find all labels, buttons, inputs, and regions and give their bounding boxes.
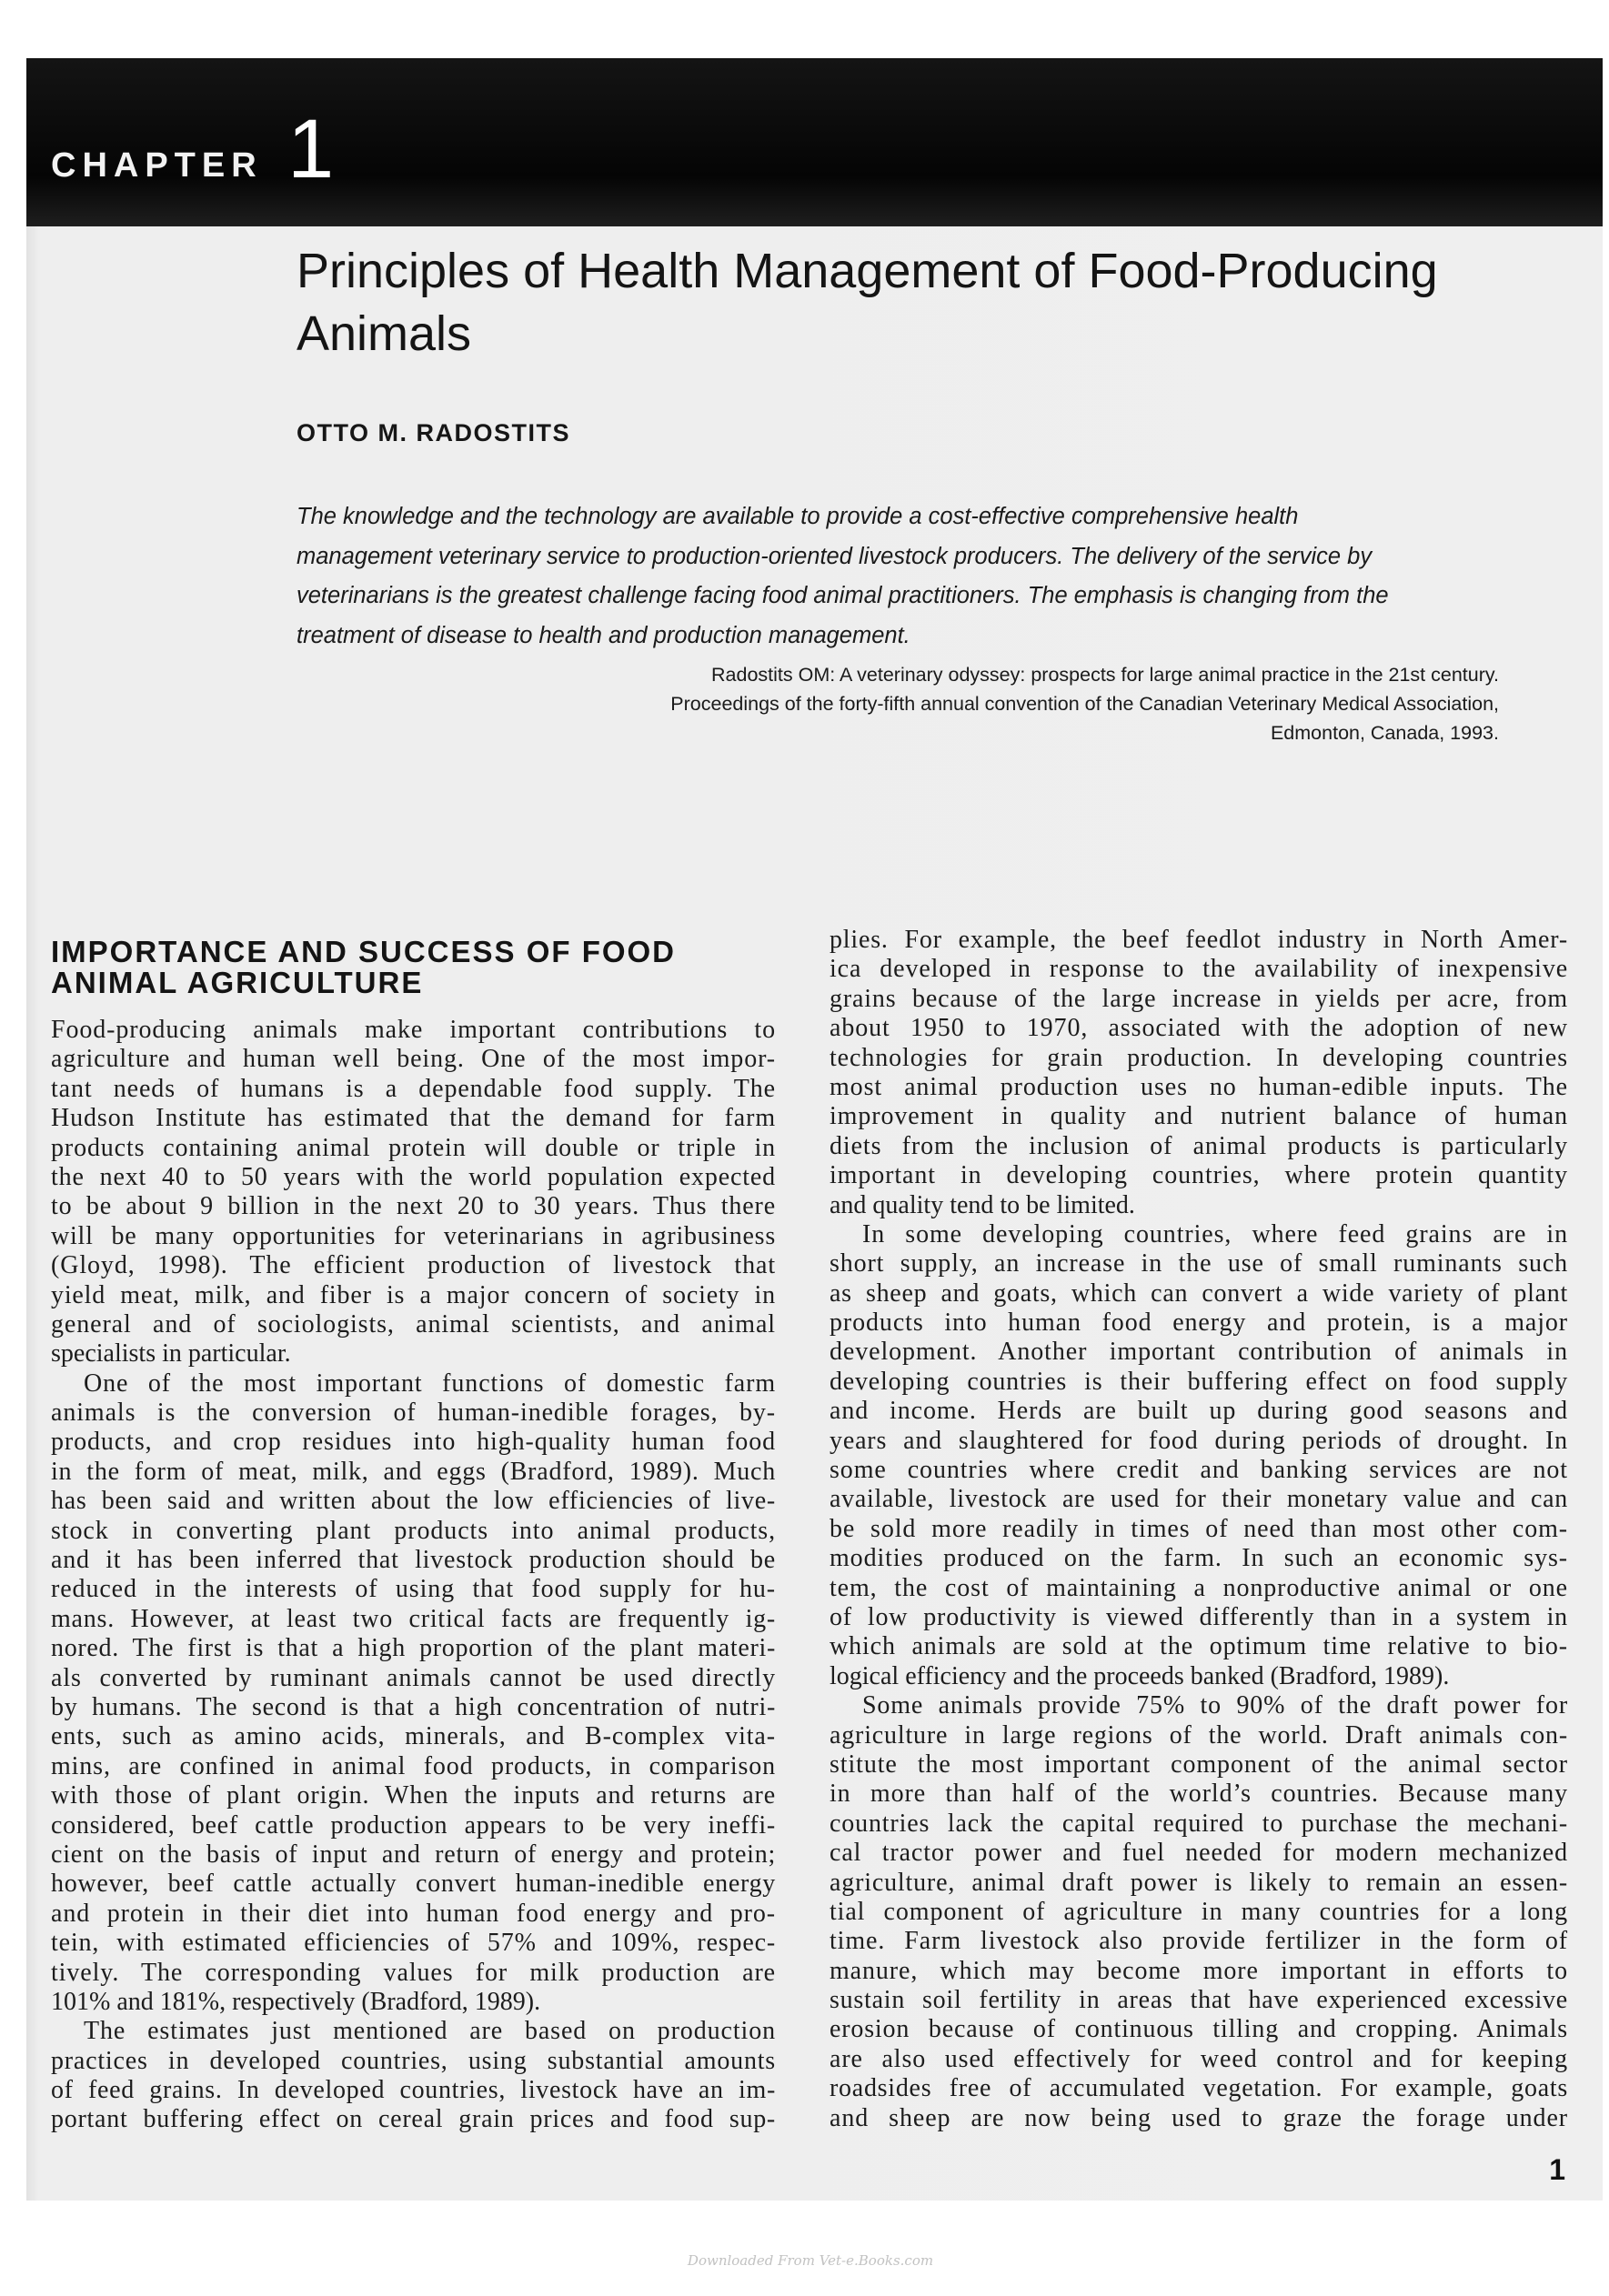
body-text-line: roadsides free of accumulated vegetation. For example, goats	[830, 2074, 1568, 2103]
body-text-line: and income. Herds are built up during good seasons and	[830, 1397, 1568, 1426]
section-heading-line: IMPORTANCE AND SUCCESS OF FOOD	[51, 935, 677, 968]
body-text-line: be sold more readily in times of need than most other com-	[830, 1514, 1568, 1543]
body-text-line: will be many opportunities for veterinarians in agribusiness	[51, 1221, 776, 1250]
body-text-line: practices in developed countries, using substantial amounts	[51, 2046, 776, 2075]
chapter-title-line: Principles of Health Management of Food-Producing	[297, 244, 1438, 298]
section-heading-line: ANIMAL AGRICULTURE	[51, 966, 424, 999]
page-number: 1	[1549, 2153, 1565, 2186]
body-text-line: tein, with estimated efficiencies of 57% and 109%, respec-	[51, 1929, 776, 1958]
body-text-line: modities produced on the farm. In such an economic sys-	[830, 1544, 1568, 1573]
author-name: OTTO M. RADOSTITS	[297, 419, 570, 446]
body-text-line: are also used effectively for weed control and for keeping	[830, 2044, 1568, 2073]
body-text-line: development. Another important contribution of animals in	[830, 1338, 1568, 1367]
body-text-line: to be about 9 billion in the next 20 to 30 years. Thus there	[51, 1192, 776, 1221]
body-text-line: in more than half of the world’s countries. Because many	[830, 1780, 1568, 1809]
body-text-line: which animals are sold at the optimum time relative to bio-	[830, 1632, 1568, 1661]
body-text-line: with those of plant origin. When the inputs and returns are	[51, 1781, 776, 1810]
body-text-line: important in developing countries, where protein quantity	[830, 1161, 1568, 1190]
body-text-line: agriculture and human well being. One of the most impor-	[51, 1045, 776, 1074]
epigraph-line: treatment of disease to health and production management.	[297, 622, 910, 648]
body-text-line: some countries where credit and banking services are not	[830, 1456, 1568, 1485]
body-text-line: and it has been inferred that livestock production should be	[51, 1546, 776, 1575]
body-text-line: yield meat, milk, and fiber is a major concern of society in	[51, 1280, 776, 1309]
body-text-line: Hudson Institute has estimated that the demand for farm	[51, 1104, 776, 1133]
body-text-line: tively. The corresponding values for milk production are	[51, 1958, 776, 1987]
body-text-line: nored. The first is that a high proportion of the plant materi-	[51, 1634, 776, 1663]
footer-watermark: Downloaded From Vet-e.Books.com	[687, 2252, 934, 2269]
body-text-line: most animal production uses no human-edible inputs. The	[830, 1072, 1568, 1101]
body-text-line: In some developing countries, where feed grains are in	[862, 1219, 1568, 1248]
body-text-line: sustain soil fertility in areas that have experienced excessive	[830, 1986, 1568, 2015]
body-text-line: products containing animal protein will double or triple in	[51, 1133, 776, 1162]
body-text-line: and sheep are now being used to graze the forage under	[830, 2103, 1568, 2132]
chapter-header-bar	[26, 58, 1603, 226]
body-text-line: grains because of the large increase in yields per acre, from	[830, 984, 1568, 1013]
body-text-line: however, beef cattle actually convert human-inedible energy	[51, 1870, 776, 1899]
body-text-line: portant buffering effect on cereal grain prices and food sup-	[51, 2105, 776, 2134]
body-text-line: about 1950 to 1970, associated with the adoption of new	[830, 1014, 1568, 1043]
body-text-line: ica developed in response to the availability of inexpensive	[830, 955, 1568, 984]
body-text-line: tant needs of humans is a dependable food supply. The	[51, 1074, 776, 1103]
body-text-line: erosion because of continuous tilling and cropping. Animals	[830, 2015, 1568, 2044]
epigraph-line: veterinarians is the greatest challenge facing food animal practitioners. The emphasis is changing from the	[297, 583, 1389, 608]
body-text-line: improvement in quality and nutrient balance of human	[830, 1102, 1568, 1131]
chapter-label: CHAPTER	[51, 146, 263, 185]
epigraph-quote	[297, 497, 1389, 656]
chapter-title-line: Animals	[297, 306, 472, 361]
citation-line: Radostits OM: A veterinary odyssey: prospects for large animal practice in the 21st century.	[711, 664, 1499, 686]
body-text-line: of low productivity is viewed differently than in a system in	[830, 1602, 1568, 1631]
body-text-line: Food-producing animals make important contributions to	[51, 1016, 776, 1044]
body-text-line: cal tractor power and fuel needed for modern mechanized	[830, 1839, 1568, 1868]
section-heading	[51, 937, 676, 998]
citation-line: Edmonton, Canada, 1993.	[1270, 722, 1499, 744]
right-column	[830, 926, 1568, 2133]
body-text-line: One of the most important functions of domestic farm	[84, 1369, 776, 1398]
epigraph-line: management veterinary service to production-oriented livestock producers. The delivery of the service by	[297, 543, 1373, 569]
chapter-number: 1	[287, 103, 335, 196]
body-text-line: (Gloyd, 1998). The efficient production of livestock that	[51, 1251, 776, 1280]
body-text-line: products into human food energy and protein, is a major	[830, 1308, 1568, 1338]
body-text-line: 101% and 181%, respectively (Bradford, 1989).	[51, 1987, 541, 2016]
body-text-line: cient on the basis of input and return of energy and protein;	[51, 1840, 776, 1869]
body-text-line: stock in converting plant products into animal products,	[51, 1516, 776, 1545]
citation-line: Proceedings of the forty-fifth annual convention of the Canadian Veterinary Medical Association,	[670, 693, 1499, 715]
body-text-line: as sheep and goats, which can convert a wide variety of plant	[830, 1278, 1568, 1308]
body-text-line: and quality tend to be limited.	[830, 1190, 1135, 1219]
left-column	[51, 1016, 776, 2135]
body-text-line: products, and crop residues into high-quality human food	[51, 1428, 776, 1457]
body-text-line: technologies for grain production. In developing countries	[830, 1043, 1568, 1072]
body-text-line: years and slaughtered for food during periods of drought. In	[830, 1426, 1568, 1455]
body-text-line: als converted by ruminant animals cannot be used directly	[51, 1663, 776, 1692]
body-text-line: developing countries is their buffering effect on food supply	[830, 1367, 1568, 1396]
body-text-line: considered, beef cattle production appears to be very ineffi-	[51, 1810, 776, 1840]
body-text-line: the next 40 to 50 years with the world population expected	[51, 1162, 776, 1191]
body-text-line: by humans. The second is that a high concentration of nutri-	[51, 1692, 776, 1721]
body-text-line: tem, the cost of maintaining a nonproductive animal or one	[830, 1573, 1568, 1602]
body-text-line: and protein in their diet into human food energy and pro-	[51, 1899, 776, 1928]
body-text-line: countries lack the capital required to purchase the mechani-	[830, 1809, 1568, 1838]
body-text-line: in the form of meat, milk, and eggs (Bradford, 1989). Much	[51, 1457, 776, 1486]
body-text-line: reduced in the interests of using that food supply for hu-	[51, 1575, 776, 1604]
body-text-line: diets from the inclusion of animal products is particularly	[830, 1131, 1568, 1160]
body-text-line: ents, such as amino acids, minerals, and B-complex vita-	[51, 1722, 776, 1751]
body-text-line: general and of sociologists, animal scientists, and animal	[51, 1309, 776, 1338]
body-text-line: of feed grains. In developed countries, livestock have an im-	[51, 2076, 776, 2105]
chapter-title	[297, 240, 1438, 366]
body-text-line: The estimates just mentioned are based on production	[84, 2017, 776, 2046]
body-text-line: specialists in particular.	[51, 1339, 291, 1369]
epigraph-citation	[670, 660, 1499, 747]
body-text-line: animals is the conversion of human-inedible forages, by-	[51, 1399, 776, 1428]
body-text-line: mans. However, at least two critical facts are frequently ig-	[51, 1604, 776, 1633]
body-text-line: agriculture, animal draft power is likely to remain an essen-	[830, 1868, 1568, 1897]
body-text-line: stitute the most important component of the animal sector	[830, 1750, 1568, 1779]
body-text-line: short supply, an increase in the use of small ruminants such	[830, 1249, 1568, 1278]
body-text-line: time. Farm livestock also provide fertilizer in the form of	[830, 1927, 1568, 1956]
body-text-line: plies. For example, the beef feedlot industry in North Amer-	[830, 926, 1568, 954]
body-text-line: manure, which may become more important in efforts to	[830, 1956, 1568, 1985]
body-text-line: mins, are confined in animal food products, in comparison	[51, 1751, 776, 1780]
epigraph-line: The knowledge and the technology are available to provide a cost-effective comprehensive health	[297, 504, 1299, 529]
body-text-line: logical efficiency and the proceeds banked (Bradford, 1989).	[830, 1661, 1450, 1690]
body-text-line: tial component of agriculture in many countries for a long	[830, 1897, 1568, 1926]
body-text-line: has been said and written about the low efficiencies of live-	[51, 1487, 776, 1516]
body-text-line: agriculture in large regions of the world. Draft animals con-	[830, 1720, 1568, 1750]
body-text-line: available, livestock are used for their monetary value and can	[830, 1485, 1568, 1514]
body-text-line: Some animals provide 75% to 90% of the draft power for	[862, 1691, 1568, 1720]
